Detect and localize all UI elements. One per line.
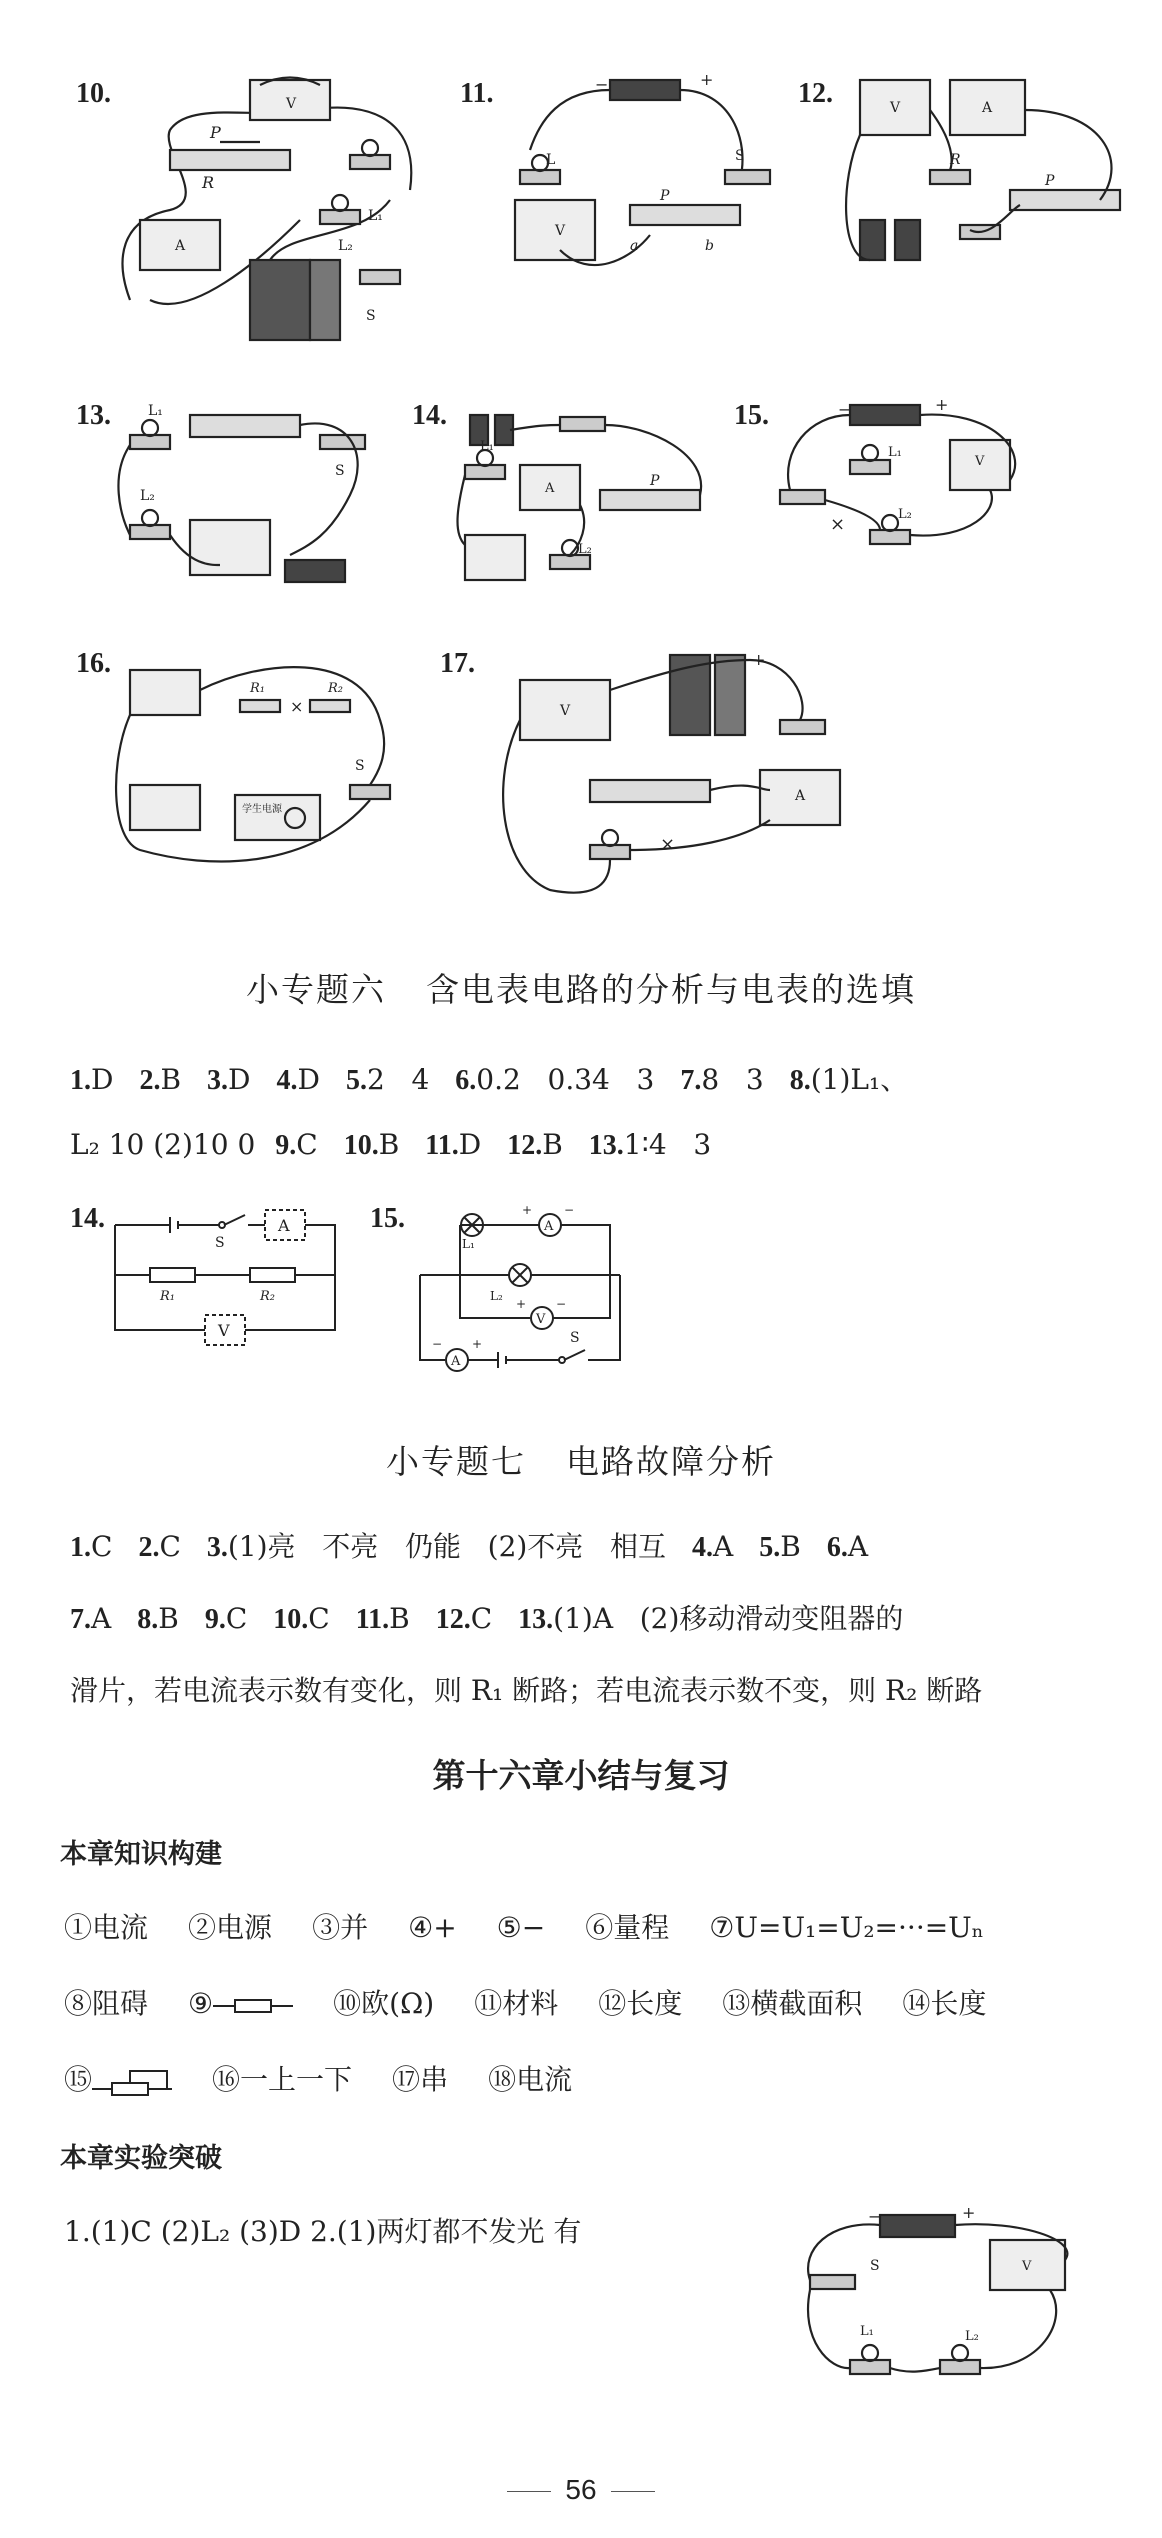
section-heading-7 xyxy=(0,1436,1162,1483)
answer-text: C xyxy=(159,1530,181,1563)
answer-item xyxy=(589,1128,711,1161)
circled-number: ⑭ xyxy=(902,1987,931,2020)
svg-text:L: L xyxy=(546,152,556,168)
answer-item xyxy=(344,1128,400,1161)
answer-text: C xyxy=(470,1602,493,1635)
answer-text: L₂ 10 (2)10 0 xyxy=(70,1128,256,1161)
answer-text: (1)L₁、 xyxy=(810,1063,909,1096)
answer-item xyxy=(207,1530,666,1563)
svg-text:P: P xyxy=(660,188,670,204)
svg-text:A: A xyxy=(451,1354,461,1369)
circuit-figure-11 xyxy=(500,60,790,290)
knowledge-text: + xyxy=(433,1911,457,1944)
svg-text:b: b xyxy=(705,238,714,254)
svg-text:×: × xyxy=(290,697,304,716)
answer-line-s7-2 xyxy=(70,1597,929,1637)
circled-number: ① xyxy=(64,1911,93,1944)
circuit-figure-12 xyxy=(840,60,1140,280)
answer-text: 1∶4 3 xyxy=(623,1128,712,1161)
svg-text:V: V xyxy=(555,223,566,239)
circled-number: ⑪ xyxy=(474,1987,503,2020)
answer-item xyxy=(137,1602,179,1635)
answer-item xyxy=(275,1128,317,1161)
answer-number: 6. xyxy=(455,1065,477,1096)
knowledge-text: 阻碍 xyxy=(92,1987,149,2020)
knowledge-text: 一上一下 xyxy=(240,2063,353,2096)
svg-text:L₁: L₁ xyxy=(480,439,494,454)
answer-item xyxy=(138,1530,180,1563)
svg-text:V: V xyxy=(1022,2259,1032,2274)
answer-number: 4. xyxy=(692,1532,714,1563)
svg-text:×: × xyxy=(830,514,846,535)
svg-text:A: A xyxy=(278,1216,290,1235)
circled-number: ⑦ xyxy=(709,1911,735,1944)
answer-line-s6-1 xyxy=(70,1058,934,1098)
circled-number: ⑬ xyxy=(722,1987,751,2020)
svg-text:S: S xyxy=(366,308,376,324)
knowledge-text: 长度 xyxy=(626,1987,683,2020)
svg-text:R: R xyxy=(202,173,215,192)
knowledge-item xyxy=(709,1911,984,1944)
page-number-dash-left xyxy=(507,2491,551,2492)
answer-item xyxy=(356,1602,410,1635)
svg-text:R₁: R₁ xyxy=(160,1289,175,1304)
knowledge-text: 横截面积 xyxy=(750,1987,863,2020)
answer-text: D xyxy=(91,1063,114,1096)
answer-item xyxy=(759,1530,801,1563)
circled-number: ⑤ xyxy=(496,1911,522,1944)
svg-text:L₂: L₂ xyxy=(490,1289,503,1303)
answer-number: 12. xyxy=(435,1604,471,1635)
svg-text:V: V xyxy=(890,100,901,116)
knowledge-text: 电源 xyxy=(216,1911,273,1944)
circled-number: ⑧ xyxy=(64,1987,93,2020)
answer-text: C xyxy=(308,1602,330,1635)
answer-item xyxy=(276,1063,319,1096)
knowledge-text: 电流 xyxy=(516,2063,573,2096)
chapter-title: 第十六章小结与复习 xyxy=(432,1756,730,1795)
experiment-heading: 本章实验突破 xyxy=(60,2143,222,2174)
svg-text:+: + xyxy=(516,1297,527,1311)
svg-text:L₂: L₂ xyxy=(338,238,353,254)
svg-text:V: V xyxy=(536,1312,546,1327)
knowledge-row-2 xyxy=(64,1982,1026,2022)
knowledge-item xyxy=(333,1987,434,2020)
figure-label-12: 12. xyxy=(798,78,833,109)
svg-text:A: A xyxy=(982,100,993,116)
circuit-figure-14 xyxy=(450,395,730,595)
circuit-figure-17 xyxy=(490,640,870,910)
answer-text: B xyxy=(780,1530,801,1563)
answer-item xyxy=(507,1128,563,1161)
svg-text:A: A xyxy=(545,481,555,496)
svg-text:L₂: L₂ xyxy=(578,542,592,557)
answer-text: B xyxy=(378,1128,400,1161)
circled-number: ④ xyxy=(408,1911,434,1944)
knowledge-item xyxy=(408,1911,457,1944)
figure-label-16: 16. xyxy=(76,648,111,679)
knowledge-item xyxy=(212,2063,352,2096)
circuit-diagram-14 xyxy=(110,1205,350,1355)
knowledge-text: U=U₁=U₂=···=Uₙ xyxy=(734,1911,984,1944)
answer-number: 11. xyxy=(425,1130,459,1161)
svg-text:−: − xyxy=(432,1337,443,1351)
answer-item xyxy=(455,1063,654,1096)
svg-text:L₁: L₁ xyxy=(888,445,902,460)
figure-label-14: 14. xyxy=(412,400,447,431)
answer-item xyxy=(680,1063,763,1096)
svg-text:−: − xyxy=(868,2207,882,2226)
section-7-title: 电路故障分析 xyxy=(566,1442,776,1481)
svg-text:L₁: L₁ xyxy=(368,208,383,224)
knowledge-item xyxy=(598,1987,682,2020)
svg-text:+: + xyxy=(522,1203,533,1217)
knowledge-item xyxy=(474,1987,558,2020)
answer-line-s6-2 xyxy=(70,1128,737,1162)
circled-number: ⑰ xyxy=(392,2063,421,2096)
answer-number: 6. xyxy=(826,1532,848,1563)
answer-number: 13. xyxy=(518,1604,554,1635)
svg-text:V: V xyxy=(560,703,571,719)
answer-item xyxy=(518,1602,903,1635)
answer-number: 11. xyxy=(355,1604,390,1635)
svg-text:A: A xyxy=(544,1219,554,1234)
svg-text:L₁: L₁ xyxy=(148,403,163,419)
answer-item xyxy=(273,1602,329,1635)
svg-text:V: V xyxy=(286,96,297,112)
answer-text: 2 4 xyxy=(366,1063,430,1096)
svg-text:A: A xyxy=(175,238,186,254)
svg-text:S: S xyxy=(735,148,745,164)
knowledge-row-3 xyxy=(64,2058,612,2098)
answer-number: 10. xyxy=(343,1130,379,1161)
knowledge-text: 并 xyxy=(340,1911,369,1944)
svg-text:P: P xyxy=(650,473,660,489)
answer-text: B xyxy=(542,1128,563,1161)
svg-text:+: + xyxy=(962,2203,976,2222)
answer-text: 8 3 xyxy=(701,1063,764,1096)
figure-label-13: 13. xyxy=(76,400,111,431)
answer-item xyxy=(425,1128,481,1161)
knowledge-text: 电流 xyxy=(92,1911,149,1944)
svg-text:V: V xyxy=(218,1321,230,1340)
answer-text: D xyxy=(228,1063,251,1096)
answer-text: B xyxy=(160,1063,182,1096)
circled-number: ⑱ xyxy=(488,2063,517,2096)
circled-number: ⑩ xyxy=(333,1987,362,2020)
figure-label-11: 11. xyxy=(460,78,494,109)
circled-number: ⑯ xyxy=(212,2063,241,2096)
answer-number: 8. xyxy=(789,1065,811,1096)
svg-text:+: + xyxy=(472,1337,483,1351)
knowledge-text: 串 xyxy=(420,2063,449,2096)
section-heading-6 xyxy=(0,964,1162,1011)
answer-number: 7. xyxy=(70,1604,91,1635)
svg-text:L₁: L₁ xyxy=(462,1237,475,1251)
experiment-answer-line: 1.(1)C (2)L₂ (3)D 2.(1)两灯都不发光 有 xyxy=(64,2215,582,2248)
answer-text: B xyxy=(389,1602,410,1635)
svg-text:S: S xyxy=(570,1330,580,1346)
circuit-figure-experiment xyxy=(790,2200,1090,2410)
svg-text:L₁: L₁ xyxy=(860,2324,874,2339)
answer-text: C xyxy=(225,1602,248,1635)
figure-label-10: 10. xyxy=(76,78,111,109)
svg-text:−: − xyxy=(838,400,852,419)
circuit-figure-15 xyxy=(770,390,1040,570)
answer-item xyxy=(139,1063,181,1096)
answer-text: A xyxy=(713,1530,734,1563)
svg-text:+: + xyxy=(752,650,766,669)
answer-number: 9. xyxy=(275,1130,297,1161)
circled-number: ② xyxy=(188,1911,217,1944)
svg-text:R₁: R₁ xyxy=(250,681,265,696)
svg-text:R₂: R₂ xyxy=(328,681,343,696)
answer-number: 1. xyxy=(70,1532,91,1563)
circled-number: ⑫ xyxy=(598,1987,627,2020)
circuit-diagram-15 xyxy=(410,1200,630,1390)
svg-text:V: V xyxy=(975,454,985,469)
svg-text:P: P xyxy=(1045,173,1055,189)
knowledge-text: − xyxy=(521,1911,546,1944)
svg-text:×: × xyxy=(660,834,676,855)
circled-number: ⑮ xyxy=(64,2063,93,2096)
knowledge-item xyxy=(188,1911,272,1944)
svg-text:R₂: R₂ xyxy=(260,1289,275,1304)
knowledge-item xyxy=(488,2063,572,2096)
svg-text:S: S xyxy=(335,463,345,479)
answer-number: 3. xyxy=(206,1532,228,1563)
section-6-title: 含电表电路的分析与电表的选填 xyxy=(426,970,916,1009)
circuit-figure-13 xyxy=(110,395,390,595)
circuit-figure-10 xyxy=(110,60,440,360)
answer-number: 3. xyxy=(207,1065,229,1096)
answer-number: 7. xyxy=(680,1065,702,1096)
knowledge-item xyxy=(188,1987,293,2020)
knowledge-text: 材料 xyxy=(502,1987,559,2020)
answer-number: 1. xyxy=(70,1065,91,1096)
svg-text:S: S xyxy=(355,758,365,774)
answer-number: 10. xyxy=(273,1604,309,1635)
answer-text: D xyxy=(297,1063,320,1096)
svg-text:S: S xyxy=(215,1235,225,1251)
knowledge-row-1 xyxy=(64,1906,1024,1946)
page-number-dash-right xyxy=(611,2491,655,2492)
answer-number: 13. xyxy=(588,1130,624,1161)
page-number xyxy=(0,2474,1162,2506)
svg-text:S: S xyxy=(870,2258,880,2274)
page-number-value: 56 xyxy=(565,2474,597,2505)
svg-text:−: − xyxy=(564,1203,575,1217)
answer-text: A xyxy=(847,1530,869,1563)
figure-label-14b: 14. xyxy=(70,1203,105,1234)
circled-number: ⑥ xyxy=(585,1911,614,1944)
knowledge-heading: 本章知识构建 xyxy=(60,1839,222,1870)
answer-number: 2. xyxy=(139,1065,161,1096)
answer-text: (1)亮 不亮 仍能 (2)不亮 相互 xyxy=(227,1530,667,1563)
answer-item xyxy=(70,1063,113,1096)
answer-item xyxy=(70,1602,111,1635)
svg-text:−: − xyxy=(556,1297,567,1311)
answer-item xyxy=(205,1602,247,1635)
answer-text: A xyxy=(91,1602,112,1635)
answer-text: B xyxy=(158,1602,179,1635)
answer-number: 12. xyxy=(507,1130,543,1161)
figure-label-15: 15. xyxy=(734,400,769,431)
answer-text: C xyxy=(296,1128,318,1161)
circled-number: ⑨ xyxy=(188,1987,214,2020)
answer-item xyxy=(207,1063,250,1096)
answer-number: 2. xyxy=(138,1532,160,1563)
answer-item xyxy=(346,1063,429,1096)
svg-text:+: + xyxy=(700,70,714,89)
knowledge-item xyxy=(722,1987,862,2020)
answer-line-s7-3: 滑片，若电流表示数有变化，则 R₁ 断路；若电流表示数不变，则 R₂ 断路 xyxy=(70,1674,983,1707)
svg-text:P: P xyxy=(210,123,221,142)
figure-label-15b: 15. xyxy=(370,1203,405,1234)
svg-text:a: a xyxy=(630,238,639,254)
knowledge-item xyxy=(585,1911,669,1944)
figure-label-17: 17. xyxy=(440,648,475,679)
svg-text:L₂: L₂ xyxy=(140,488,155,504)
answer-number: 5. xyxy=(759,1532,781,1563)
answer-number: 4. xyxy=(276,1065,298,1096)
knowledge-item xyxy=(64,1911,148,1944)
answer-text: D xyxy=(458,1128,482,1161)
answer-item xyxy=(827,1530,868,1563)
rheostat-symbol-icon xyxy=(92,2067,172,2097)
svg-text:−: − xyxy=(595,75,609,94)
knowledge-text: 量程 xyxy=(613,1911,670,1944)
knowledge-item xyxy=(902,1987,986,2020)
knowledge-text: 欧(Ω) xyxy=(361,1987,435,2020)
answer-text: (1)A (2)移动滑动变阻器的 xyxy=(553,1602,904,1635)
knowledge-text: 长度 xyxy=(930,1987,987,2020)
svg-text:L₂: L₂ xyxy=(965,2329,979,2344)
answer-number: 9. xyxy=(204,1604,226,1635)
knowledge-item xyxy=(497,1911,546,1944)
answer-number: 8. xyxy=(137,1604,159,1635)
knowledge-item xyxy=(392,2063,448,2096)
knowledge-item xyxy=(64,2063,172,2096)
svg-text:+: + xyxy=(935,395,949,414)
section-7-label: 小专题七 xyxy=(386,1442,526,1481)
answer-number: 5. xyxy=(345,1065,367,1096)
circuit-figure-16 xyxy=(110,640,410,880)
answer-item xyxy=(436,1602,492,1635)
answer-text: 0.2 0.34 3 xyxy=(476,1063,655,1096)
answer-item xyxy=(70,1530,112,1563)
knowledge-item xyxy=(312,1911,368,1944)
answer-item xyxy=(692,1530,733,1563)
knowledge-item xyxy=(64,1987,148,2020)
resistor-symbol-icon xyxy=(213,1996,293,2016)
answer-text: C xyxy=(91,1530,113,1563)
answer-item xyxy=(790,1063,908,1096)
svg-text:学生电源: 学生电源 xyxy=(242,804,282,815)
circled-number: ③ xyxy=(312,1911,341,1944)
answer-line-s7-1 xyxy=(70,1525,894,1565)
svg-text:L₂: L₂ xyxy=(898,507,912,522)
svg-text:A: A xyxy=(795,788,806,804)
svg-text:R: R xyxy=(950,152,961,168)
section-6-label: 小专题六 xyxy=(246,970,386,1009)
